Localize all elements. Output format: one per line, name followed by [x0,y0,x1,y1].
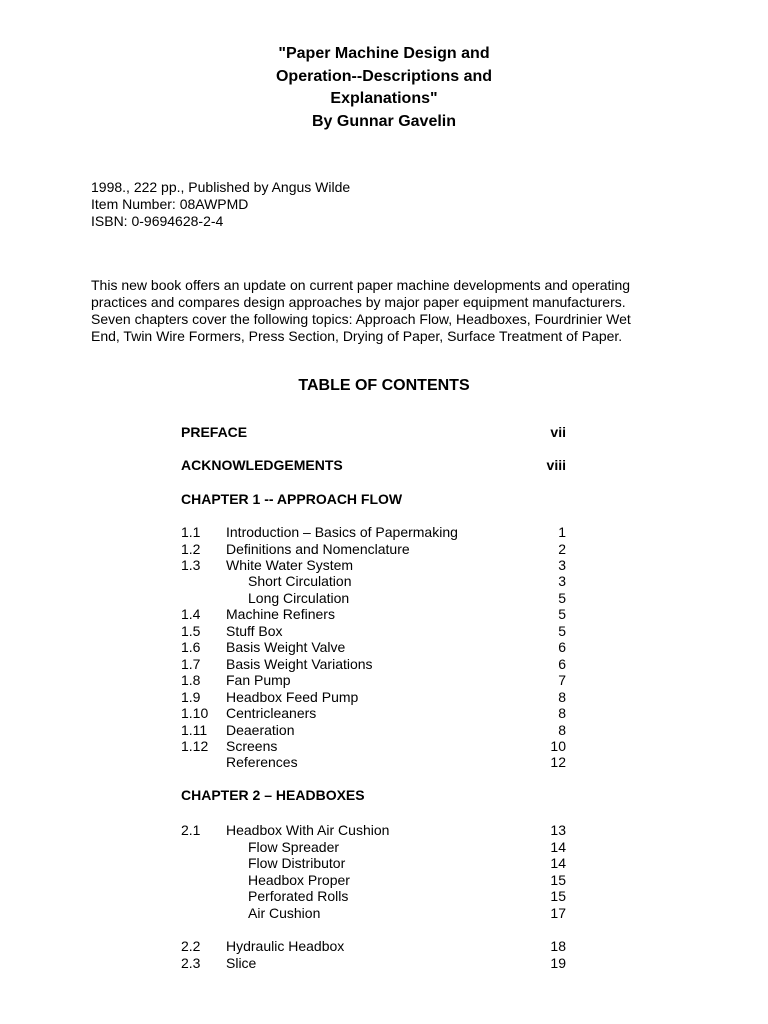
toc-entry-title: Hydraulic Headbox [226,938,345,954]
toc-entry-title: Perforated Rolls [248,888,349,904]
toc-entry-page: 19 [550,955,566,971]
toc-entry-page: 15 [550,872,566,888]
toc-entry-title: Flow Distributor [248,855,346,871]
toc-subentry [181,590,566,607]
toc-entry-title: Headbox With Air Cushion [226,822,390,838]
toc-entry-page: 7 [558,672,566,688]
toc-entry-number: 1.2 [181,541,201,557]
description-line: practices and compares design approaches by major paper equipment manufacturers. [91,294,626,310]
toc-subentry [181,855,566,872]
description-line: This new book offers an update on current paper machine developments and operating [91,277,631,293]
description-line: End, Twin Wire Formers, Press Section, Drying of Paper, Surface Treatment of Paper. [91,328,623,344]
toc-entry-number: 1.10 [181,705,209,721]
toc-entry-number: 1.6 [181,639,201,655]
toc-entry-page: 17 [550,905,566,921]
toc-entry [181,955,566,972]
toc-entry-title: Machine Refiners [226,606,335,622]
toc-entry [181,541,566,558]
toc-entry-title: Fan Pump [226,672,291,688]
toc-entry-number: 2.1 [181,822,201,838]
toc-entry-title: Screens [226,738,278,754]
toc-entry-page: 3 [558,573,566,589]
toc-entry [181,722,566,739]
toc-entry-page: 14 [550,839,566,855]
toc-entry-number: 1.12 [181,738,209,754]
item-number-line: Item Number: 08AWPMD [91,196,249,212]
toc-entry [181,639,566,656]
toc-entry [181,524,566,541]
toc-entry-page: 13 [550,822,566,838]
toc-entry [181,738,566,755]
toc-entry-number: 1.1 [181,524,201,540]
toc-entry-title: Short Circulation [248,573,352,589]
toc-entry-title: Basis Weight Variations [226,656,373,672]
toc-entry-title: ACKNOWLEDGEMENTS [181,457,343,473]
toc-entry-title: Long Circulation [248,590,350,606]
toc-entry-page: 18 [550,938,566,954]
toc-entry-title: Air Cushion [248,905,321,921]
toc-entry-page: viii [546,457,566,473]
toc-entry-number: 2.2 [181,938,201,954]
toc-section-heading [181,787,566,804]
toc-entry-page: 8 [558,722,566,738]
toc-entry-page: 5 [558,623,566,639]
toc-subentry [181,905,566,922]
toc-subentry [181,573,566,590]
toc-entry-title: CHAPTER 2 – HEADBOXES [181,787,365,803]
toc-entry-page: 8 [558,689,566,705]
toc-entry-page: 10 [550,738,566,754]
title-line: Operation--Descriptions and [275,67,493,85]
toc-entry-number: 1.9 [181,689,201,705]
toc-entry-title: Basis Weight Valve [226,639,346,655]
toc-heading: TABLE OF CONTENTS [298,377,470,394]
toc-entry-page: 6 [558,656,566,672]
toc-entry-title: Stuff Box [226,623,283,639]
toc-entry-page: 5 [558,590,566,606]
toc-entry-title: White Water System [226,557,354,573]
toc-entry-title: Definitions and Nomenclature [226,541,410,557]
toc-entry-number: 1.8 [181,672,201,688]
toc-entry [181,689,566,706]
toc-entry-page: 12 [550,754,566,770]
toc-entry-title: Slice [226,955,257,971]
publication-line: 1998., 222 pp., Published by Angus Wilde [91,179,351,195]
table-of-contents [181,0,566,1024]
toc-entry [181,938,566,955]
toc-entry [181,656,566,673]
toc-entry-page: 15 [550,888,566,904]
toc-entry-page: 8 [558,705,566,721]
toc-entry [181,705,566,722]
toc-entry [181,623,566,640]
toc-entry-title: Flow Spreader [248,839,340,855]
description-line: Seven chapters cover the following topics: Approach Flow, Headboxes, Fourdrinier Wet [91,311,631,327]
toc-entry-title: Introduction – Basics of Papermaking [226,524,458,540]
toc-subentry [181,888,566,905]
toc-entry [181,557,566,574]
isbn-line: ISBN: 0-9694628-2-4 [91,213,224,229]
toc-entry-number: 1.11 [181,722,208,738]
toc-entry-page: vii [550,424,566,440]
author-line: By Gunnar Gavelin [311,112,457,130]
toc-entry-number: 1.5 [181,623,201,639]
toc-section-heading [181,457,566,474]
toc-section-heading [181,424,566,441]
toc-entry-title: Deaeration [226,722,295,738]
toc-entry-title: Headbox Proper [248,872,350,888]
toc-entry [181,606,566,623]
toc-entry [181,822,566,839]
toc-entry-number: 2.3 [181,955,201,971]
toc-entry-number: 1.3 [181,557,201,573]
toc-entry-page: 6 [558,639,566,655]
toc-entry-page: 1 [558,524,566,540]
toc-entry-number: 1.4 [181,606,201,622]
toc-entry-title: References [226,754,298,770]
toc-entry-number: 1.7 [181,656,201,672]
toc-entry-page: 3 [558,557,566,573]
toc-section-heading [181,491,566,508]
toc-entry-title: Centricleaners [226,705,317,721]
title-line: Explanations" [330,90,438,107]
title-line: "Paper Machine Design and [278,45,490,62]
toc-subentry [181,872,566,889]
toc-entry-title: PREFACE [181,424,248,440]
toc-entry [181,754,566,771]
toc-entry [181,672,566,689]
toc-entry-page: 5 [558,606,566,622]
toc-entry-page: 2 [558,541,566,557]
toc-entry-title: Headbox Feed Pump [226,689,359,705]
toc-subentry [181,839,566,856]
toc-entry-title: CHAPTER 1 -- APPROACH FLOW [181,491,403,507]
toc-entry-page: 14 [550,855,566,871]
